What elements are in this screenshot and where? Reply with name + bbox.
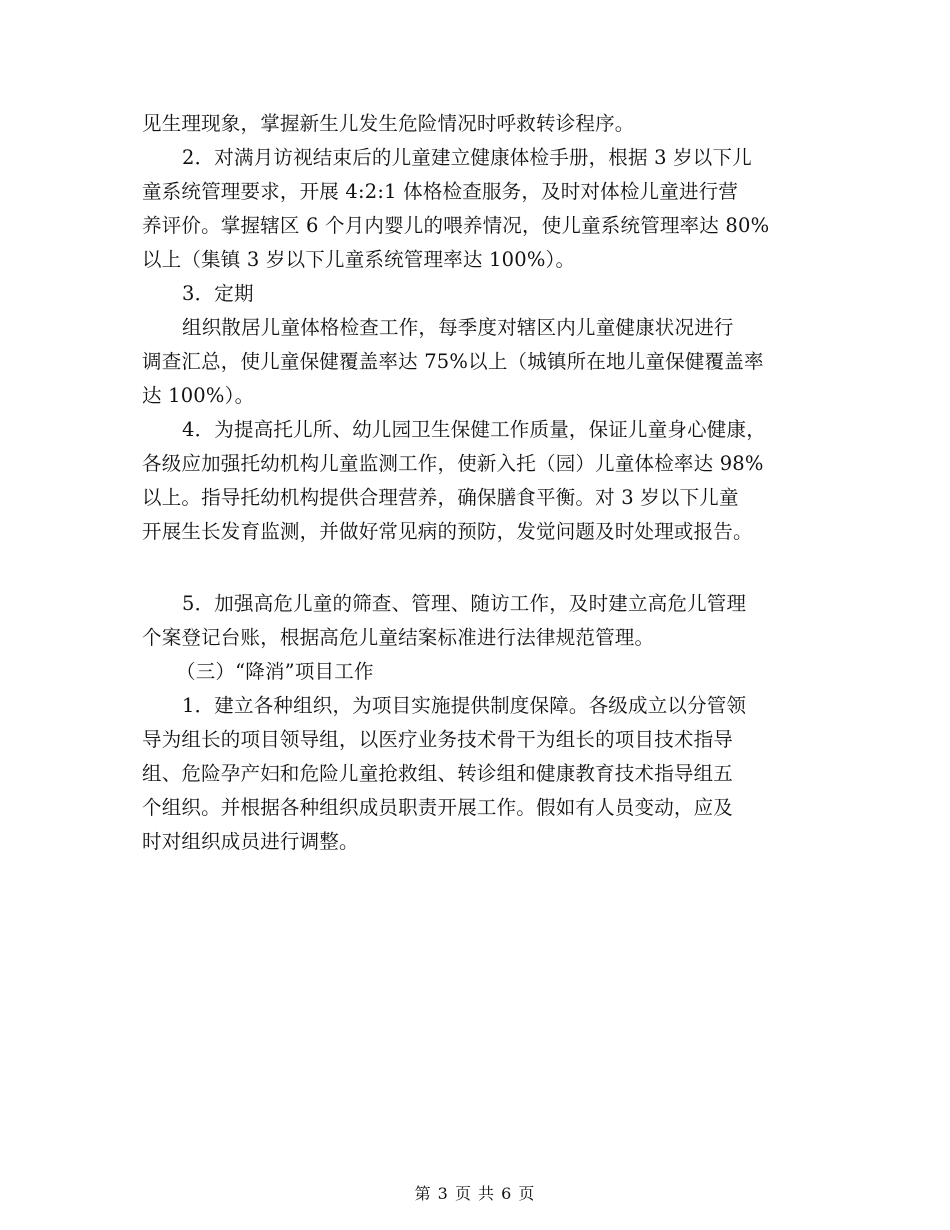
text-line: 以上。指导托幼机构提供合理营养，确保膳食平衡。对 3 岁以下儿童	[142, 486, 739, 509]
text-line: 组、危险孕产妇和危险儿童抢救组、转诊组和健康教育技术指导组五	[142, 762, 734, 785]
paragraph-item-3-line: 3．定期	[182, 282, 254, 305]
paragraph-item-5-line: 5．加强高危儿童的筛查、管理、随访工作，及时建立高危儿管理	[182, 592, 747, 615]
text-line: 时对组织成员进行调整。	[142, 830, 359, 853]
paragraph-gap	[142, 549, 812, 587]
text-line: 开展生长发育监测，并做好常见病的预防，发觉问题及时处理或报告。	[142, 520, 753, 543]
paragraph-item-4-line: 4．为提高托儿所、幼儿园卫生保健工作质量，保证儿童身心健康，	[182, 418, 766, 441]
text-line: 个组织。并根据各种组织成员职责开展工作。假如有人员变动，应及	[142, 796, 734, 819]
text-line: 童系统管理要求，开展 4:2:1 体格检查服务，及时对体检儿童进行营	[142, 180, 739, 203]
page-footer: 第 3 页 共 6 页	[414, 1184, 536, 1203]
text-line: 各级应加强托幼机构儿童监测工作，使新入托（园）儿童体检率达 98%	[142, 452, 764, 475]
text-line: 见生理现象，掌握新生儿发生危险情况时呼救转诊程序。	[142, 112, 635, 135]
text-line: 达 100%）。	[142, 384, 255, 407]
text-line: 调查汇总，使儿童保健覆盖率达 75%以上（城镇所在地儿童保健覆盖率	[142, 350, 764, 373]
text-line: 养评价。掌握辖区 6 个月内婴儿的喂养情况，使儿童系统管理率达 80%	[142, 214, 770, 237]
paragraph-item-2-line: 2．对满月访视结束后的儿童建立健康体检手册，根据 3 岁以下儿	[182, 146, 752, 169]
section-heading: （三）“降消”项目工作	[176, 660, 374, 683]
text-line: 个案登记台账，根据高危儿童结案标准进行法律规范管理。	[142, 626, 655, 649]
text-line: 导为组长的项目领导组，以医疗业务技术骨干为组长的项目技术指导	[142, 728, 734, 751]
text-line: 组织散居儿童体格检查工作，每季度对辖区内儿童健康状况进行	[182, 316, 734, 339]
document-body	[142, 107, 812, 859]
paragraph-item-1-line: 1．建立各种组织，为项目实施提供制度保障。各级成立以分管领	[182, 694, 747, 717]
text-line: 以上（集镇 3 岁以下儿童系统管理率达 100%）。	[142, 248, 576, 271]
